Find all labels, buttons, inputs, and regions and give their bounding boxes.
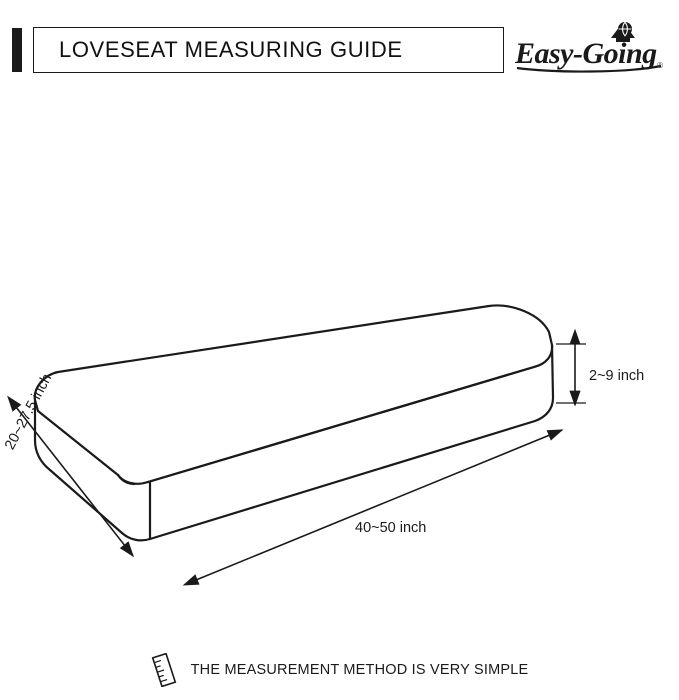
registered-trademark-mark: ® — [657, 61, 663, 70]
footer-content — [151, 653, 529, 687]
dimension-width — [196, 430, 562, 580]
dimension-label-height: 2~9 inch — [589, 368, 645, 384]
cushion-front-face — [150, 345, 553, 539]
brand-logo — [515, 16, 665, 78]
cushion-top-face — [35, 306, 552, 484]
cushion-shape — [35, 306, 553, 541]
svg-text:Easy-Going: Easy-Going — [515, 37, 657, 70]
brand-wordmark — [515, 37, 657, 70]
ruler-icon — [151, 653, 177, 687]
footer — [0, 640, 679, 700]
dimension-height — [556, 343, 586, 405]
dimension-label-depth: 20~27.5 inch — [2, 371, 56, 453]
page-title: LOVESEAT MEASURING GUIDE — [59, 37, 403, 62]
dimension-label-width: 40~50 inch — [355, 520, 427, 536]
cushion-diagram — [0, 100, 679, 640]
footer-caption: THE MEASUREMENT METHOD IS VERY SIMPLE — [190, 662, 529, 678]
title-accent-bar — [12, 28, 22, 72]
page-title-box — [33, 27, 504, 73]
header — [0, 0, 679, 100]
dimension-depth — [16, 407, 133, 556]
